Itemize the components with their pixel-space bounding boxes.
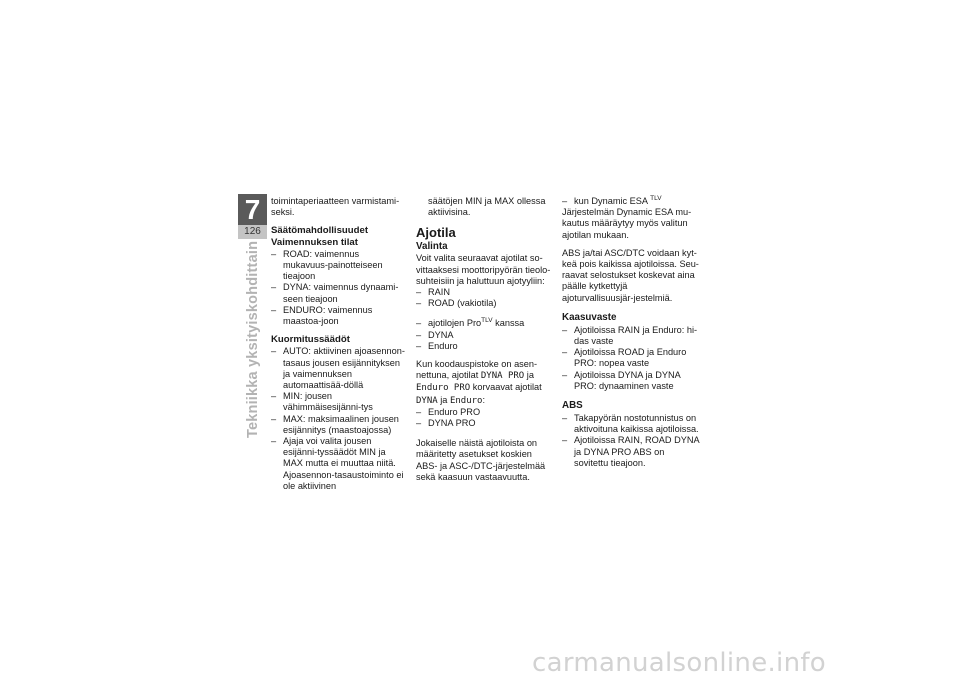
list-item: – MIN: jousen vähimmäisesijänni-tys — [271, 391, 406, 413]
throttle-response-heading: Kaasuvaste — [562, 311, 617, 323]
page-number: 126 — [238, 225, 267, 239]
abs-asc-paragraph: ABS ja/tai ASC/DTC voidaan kyt-keä pois kaikissa ajotiloissa. Seu-raavat selostukset koskevat aina päälle kytkettyjä ajoturvallisuusjär-jestelmiä. — [562, 247, 699, 303]
watermark: carmanualsonline.info — [532, 648, 827, 678]
column-3 — [562, 196, 700, 476]
pro-modes-list — [416, 318, 551, 352]
chapter-side-title: Tekniikka yksityiskohdittain — [245, 240, 261, 438]
list-item: – AUTO: aktiivinen ajoasennon-tasaus jousen esijännityksen ja vaimennuksen automaattisää-döllä — [271, 346, 406, 391]
list-item: – DYNA PRO — [416, 418, 551, 429]
text-span: ja — [524, 370, 534, 381]
text-span: korvaavat ajotilat — [470, 382, 542, 393]
list-item: – Ajotiloissa RAIN, ROAD DYNA ja DYNA PRO ABS on sovitettu tieajoon. — [562, 435, 700, 469]
list-item: – Ajotiloissa DYNA ja DYNA PRO: dynaaminen vaste — [562, 370, 700, 392]
modes-list — [416, 287, 551, 309]
list-item: – ROAD (vakiotila) — [416, 298, 551, 309]
selection-heading: Valinta — [416, 241, 448, 253]
damping-modes-heading: Vaimennuksen tilat — [271, 236, 358, 248]
list-item: – Ajotiloissa RAIN ja Enduro: hi-das vaste — [562, 325, 700, 347]
list-item: – Enduro PRO — [416, 407, 551, 418]
abs-heading: ABS — [562, 400, 583, 412]
mode-code: Enduro — [449, 395, 483, 406]
list-item: – Enduro — [416, 341, 551, 352]
pro-suffix: kanssa — [492, 318, 525, 329]
intro-text: toimintaperiaatteen varmistami-seksi. — [271, 196, 400, 218]
list-item: – DYNA — [416, 330, 551, 341]
settings-paragraph: Jokaiselle näistä ajotiloista on määritetty asetukset koskien ABS- ja ASC-/DTC-järjestelmää sekä kaasuun vastaavuutta. — [416, 438, 546, 482]
chapter-number: 7 — [244, 194, 261, 225]
list-item: – DYNA: vaimennus dynaami-seen tieajoon — [271, 282, 406, 304]
list-item: – Ajaja voi valita jousen esijänni-tyssäädöt MIN ja MAX mutta ei muuttaa niitä. Ajoasennon-tasaustoiminto ei ole aktiivinen — [271, 436, 406, 492]
riding-mode-heading: Ajotila — [416, 225, 456, 241]
chapter-marker — [238, 194, 267, 239]
list-item — [416, 318, 551, 329]
text-span: Kun koodauspistoke on asen-nettuna, ajotilat — [416, 359, 538, 381]
list-item: – Ajotiloissa ROAD ja Enduro PRO: nopea vaste — [562, 347, 700, 369]
esa-list — [562, 196, 700, 207]
list-item: – MAX: maksimaalinen jousen esijännitys (maastoajossa) — [271, 414, 406, 436]
list-item: – RAIN — [416, 287, 551, 298]
list-item: – ENDURO: vaimennus maastoa-joon — [271, 305, 406, 327]
intro-paragraph: Voit valita seuraavat ajotilat so-vittaaksesi moottoripyörän tieolo-suhteisiin ja haluttuun ajotyyliin: — [416, 253, 551, 286]
text-span: : — [482, 394, 486, 405]
load-adjustment-heading: Kuormitussäädöt — [271, 334, 350, 346]
mode-code: Enduro PRO — [416, 383, 471, 394]
pro-prefix: ajotilojen Pro — [428, 318, 482, 329]
tlv-superscript: TLV — [650, 195, 662, 202]
continuation-text: säätöjen MIN ja MAX ollessa aktiivisina. — [428, 196, 546, 218]
esa-paragraph: Järjestelmän Dynamic ESA mu-kautus määräytyy myös valitun ajotilan mukaan. — [562, 207, 692, 240]
replacement-list — [416, 407, 551, 429]
mode-code: DYNA PRO — [480, 371, 525, 382]
column-2 — [416, 196, 551, 490]
throttle-list — [562, 325, 700, 392]
abs-list — [562, 413, 700, 469]
esa-text: kun Dynamic ESA — [574, 196, 648, 206]
column-1 — [271, 196, 406, 499]
mode-code: DYNA — [416, 395, 438, 406]
damping-list — [271, 249, 406, 327]
coding-plug-paragraph — [416, 359, 551, 407]
list-item — [562, 196, 700, 207]
tlv-superscript: TLV — [481, 317, 493, 325]
list-item: – ROAD: vaimennus mukavuus-painotteiseen tieajoon — [271, 249, 406, 283]
list-item: – Takapyörän nostotunnistus on aktivoituna kaikissa ajotiloissa. — [562, 413, 700, 435]
load-list — [271, 346, 406, 492]
text-span: ja — [437, 394, 450, 405]
adjustment-options-heading: Säätömahdollisuudet — [271, 225, 369, 237]
